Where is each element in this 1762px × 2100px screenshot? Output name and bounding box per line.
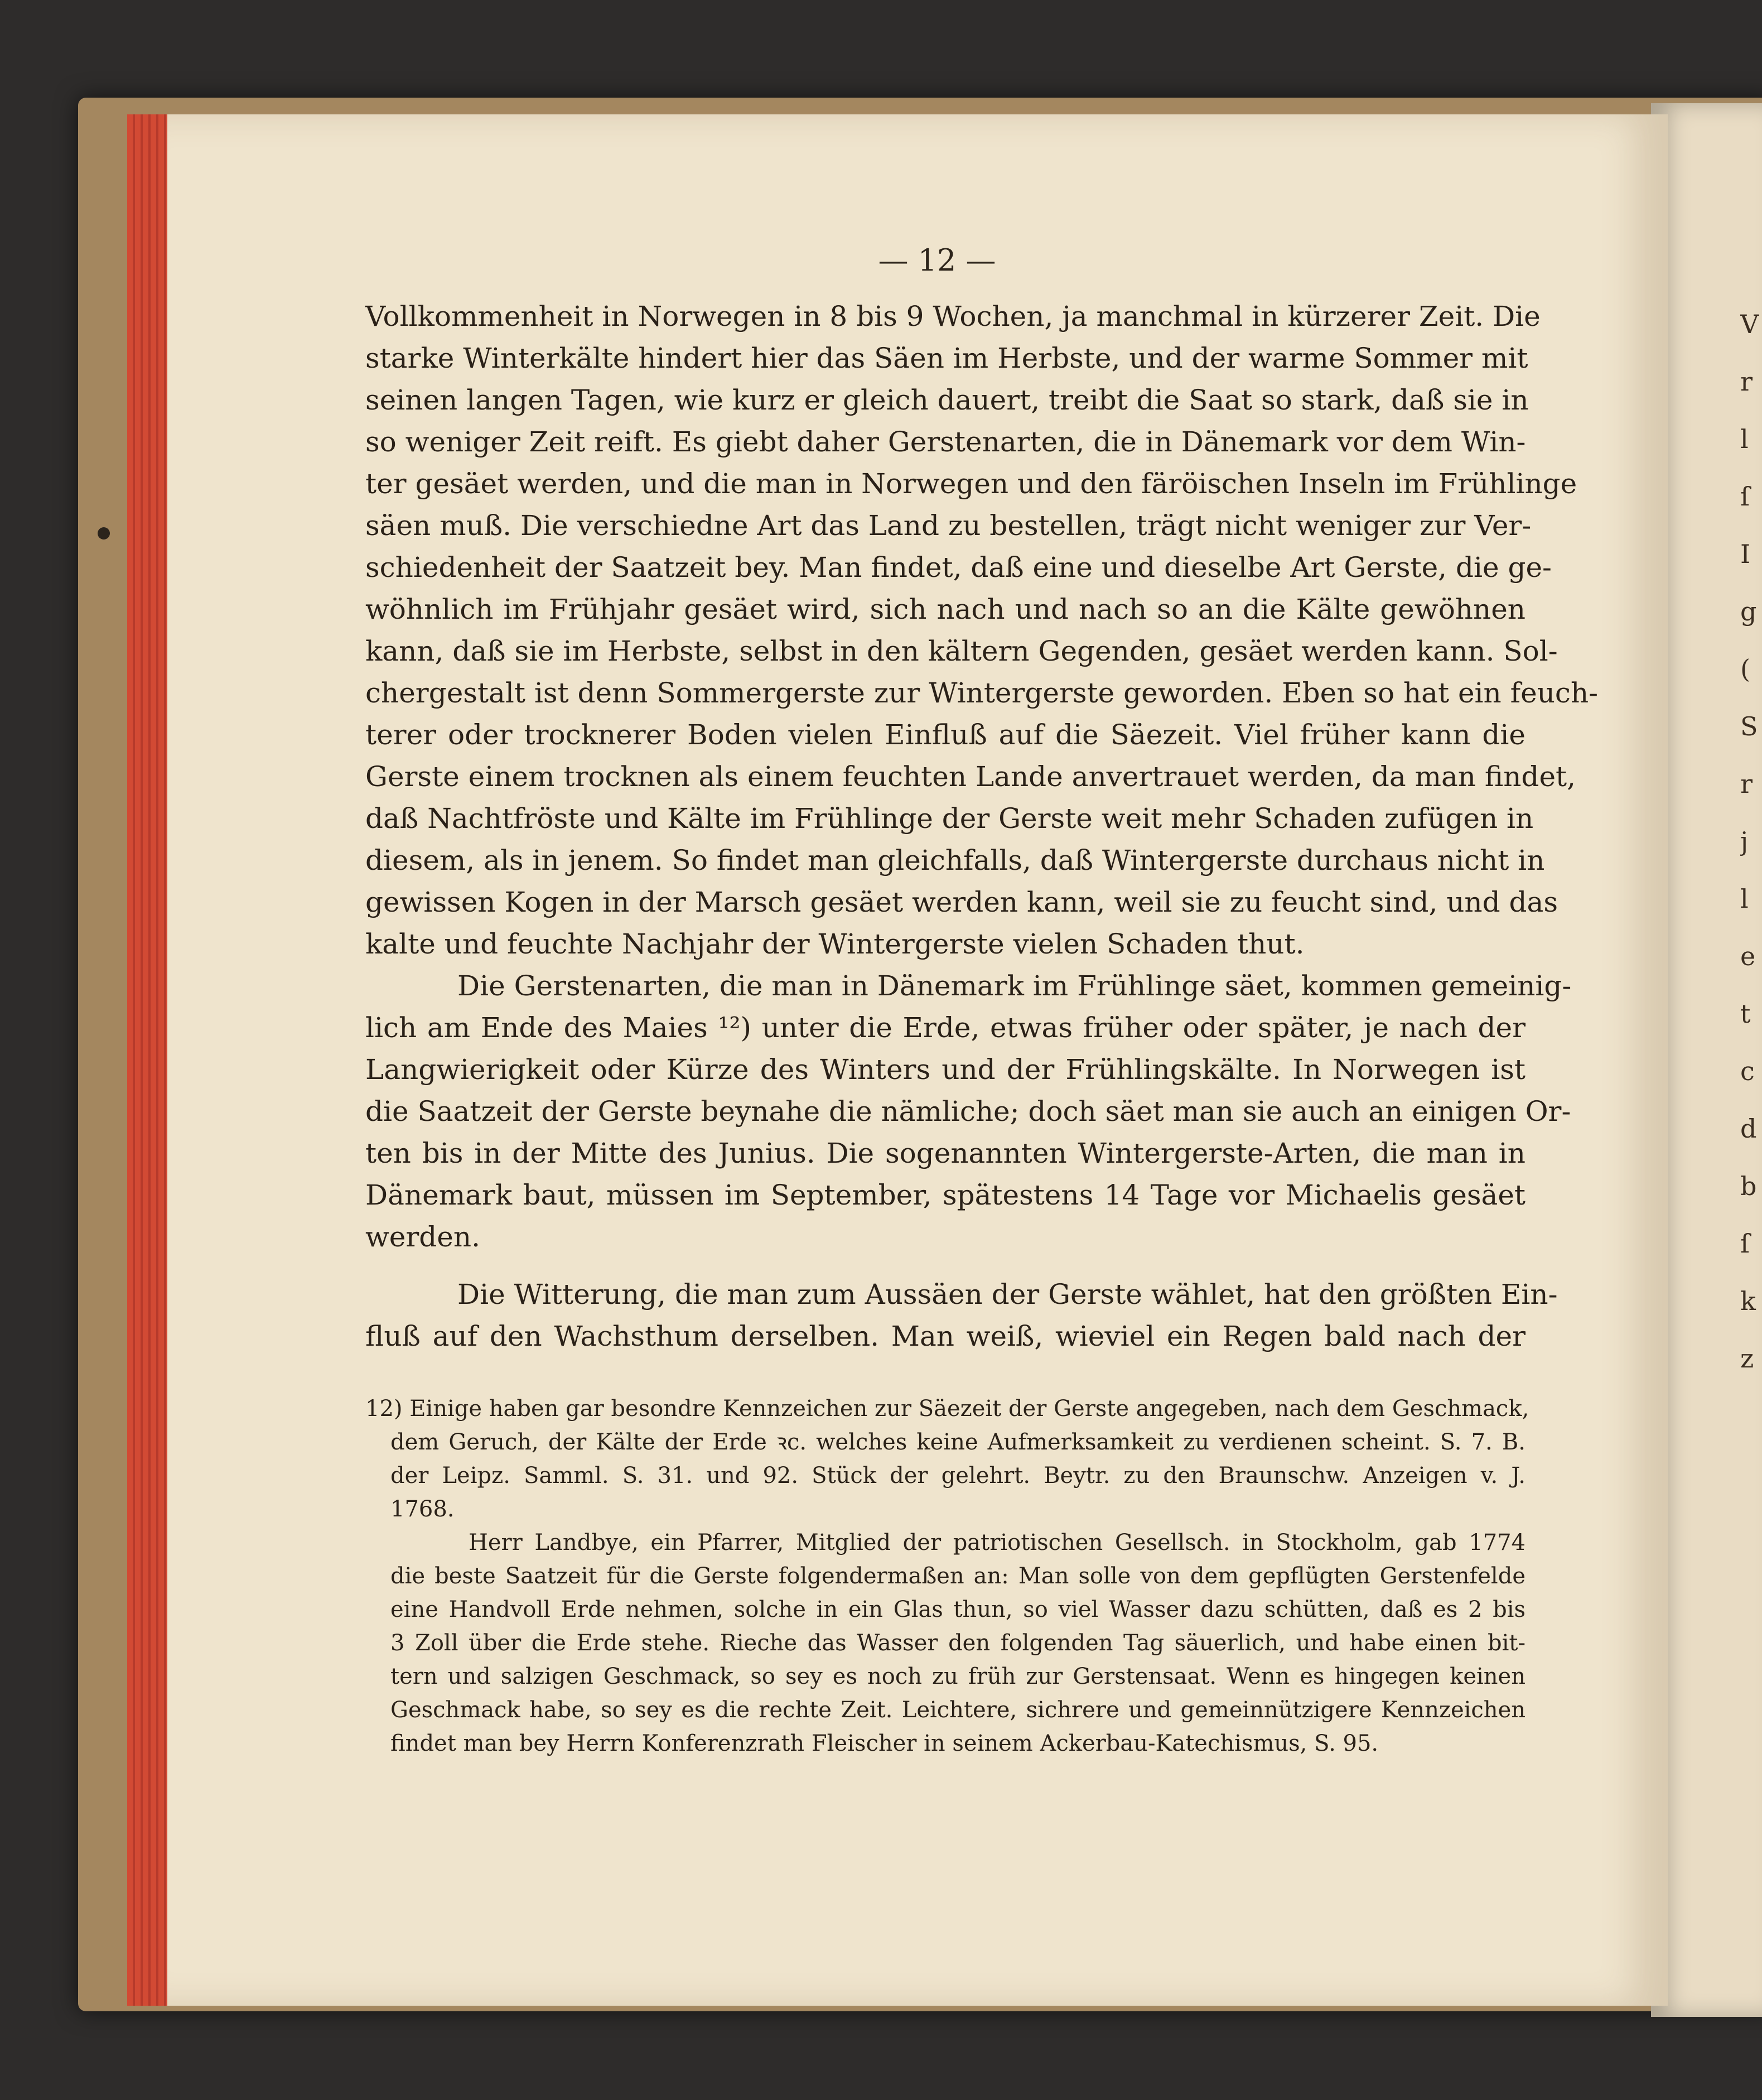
footnote-line: Geschmack habe, so sey es die rechte Zeit. Leichtere, sichrere und gemeinnützigere Kennzeichen	[390, 1697, 1526, 1723]
facing-page-letter: c	[1740, 1056, 1755, 1086]
facing-page-letter: S	[1740, 711, 1758, 741]
text-line: starke Winterkälte hindert hier das Säen im Herbste, und der warme Sommer mit	[365, 342, 1528, 374]
footnote-line: findet man bey Herrn Konferenzrath Fleischer in seinem Ackerbau-Katechismus, S. 95.	[390, 1731, 1379, 1756]
footnote-line: die beste Saatzeit für die Gerste folgendermaßen an: Man solle von dem gepflügten Gerstenfelde	[390, 1563, 1526, 1589]
text-line: terer oder trocknerer Boden vielen Einfluß auf die Säezeit. Viel früher kann die	[365, 719, 1526, 751]
facing-page-letter: g	[1740, 596, 1757, 627]
facing-page-letter: ſ	[1740, 481, 1750, 512]
footnote-12-continued	[390, 1526, 1526, 1760]
facing-page-letter: t	[1740, 999, 1751, 1029]
text-line: diesem, als in jenem. So findet man gleichfalls, daß Wintergerste durchaus nicht in	[365, 844, 1545, 876]
text-line: Die Gerstenarten, die man in Dänemark im Frühlinge säet, kommen gemeinig-	[457, 970, 1572, 1002]
facing-page-letter: k	[1740, 1286, 1756, 1316]
punch-hole	[98, 527, 110, 540]
facing-page-letter: V	[1740, 309, 1759, 339]
text-line: gewissen Kogen in der Marsch gesäet werden kann, weil sie zu feucht sind, und das	[365, 886, 1558, 918]
text-line: kalte und feuchte Nachjahr der Wintergerste vielen Schaden thut.	[365, 928, 1305, 960]
facing-page-edge-text	[1740, 296, 1762, 1388]
paragraph-2	[365, 965, 1572, 1258]
text-line: Vollkommenheit in Norwegen in 8 bis 9 Wochen, ja manchmal in kürzerer Zeit. Die	[365, 300, 1541, 333]
text-line: lich am Ende des Maies ¹²) unter die Erde, etwas früher oder später, je nach der	[365, 1012, 1526, 1044]
footnotes	[365, 1392, 1529, 1760]
text-line: Die Witterung, die man zum Aussäen der Gerste wählet, hat den größten Ein-	[457, 1278, 1558, 1311]
text-line: ter gesäet werden, und die man in Norwegen und den färöischen Inseln im Frühlinge	[365, 468, 1577, 500]
footnote-line: 12) Einige haben gar besondre Kennzeichen zur Säezeit der Gerste angegeben, nach dem Geschmack,	[365, 1396, 1529, 1422]
text-line: säen muß. Die verschiedne Art das Land zu bestellen, trägt nicht weniger zur Ver-	[365, 509, 1532, 542]
text-line: ten bis in der Mitte des Junius. Die sogenannten Wintergerste-Arten, die man in	[365, 1137, 1526, 1169]
facing-page-letter: z	[1740, 1343, 1754, 1374]
footnote-line: eine Handvoll Erde nehmen, solche in ein Glas thun, so viel Wasser dazu schütten, daß es 2 bis	[390, 1597, 1526, 1622]
text-line: Langwierigkeit oder Kürze des Winters und der Frühlingskälte. In Norwegen ist	[365, 1053, 1526, 1086]
paragraph-1	[365, 296, 1599, 965]
text-line: wöhnlich im Frühjahr gesäet wird, sich nach und nach so an die Kälte gewöhnen	[365, 593, 1526, 625]
text-line: daß Nachtfröste und Kälte im Frühlinge der Gerste weit mehr Schaden zufügen in	[365, 802, 1534, 835]
text-line: kann, daß sie im Herbste, selbst in den kältern Gegenden, gesäet werden kann. Sol-	[365, 635, 1558, 667]
facing-page-letter: ſ	[1740, 1229, 1750, 1259]
footnote-line: 3 Zoll über die Erde stehe. Rieche das Wasser den folgenden Tag säuerlich, und habe einen bit-	[390, 1630, 1526, 1656]
facing-page-letter: r	[1740, 367, 1753, 397]
text-line: seinen langen Tagen, wie kurz er gleich dauert, treibt die Saat so stark, daß sie in	[365, 384, 1529, 416]
footnote-line: 1768.	[390, 1496, 455, 1522]
footnote-line: tern und salzigen Geschmack, so sey es noch zu früh zur Gerstensaat. Wenn es hingegen keinen	[390, 1664, 1526, 1689]
facing-page-letter: r	[1740, 769, 1753, 799]
text-line: die Saatzeit der Gerste beynahe die nämliche; doch säet man sie auch an einigen Or-	[365, 1095, 1571, 1128]
footnote-12	[365, 1392, 1529, 1526]
text-line: werden.	[365, 1221, 480, 1253]
facing-page-letter: l	[1740, 884, 1749, 914]
main-text	[365, 296, 1599, 1357]
text-line: chergestalt ist denn Sommergerste zur Wintergerste geworden. Eben so hat ein feuch-	[365, 677, 1599, 709]
footnote-line: der Leipz. Samml. S. 31. und 92. Stück der gelehrt. Beytr. zu den Braunschw. Anzeigen v. J.	[390, 1463, 1526, 1489]
text-line: schiedenheit der Saatzeit bey. Man findet, daß eine und dieselbe Art Gerste, die ge-	[365, 551, 1552, 584]
facing-page-letter: b	[1740, 1171, 1757, 1201]
text-line: fluß auf den Wachsthum derselben. Man weiß, wieviel ein Regen bald nach der	[365, 1320, 1526, 1352]
facing-page-letter: e	[1740, 941, 1756, 971]
paragraph-3	[365, 1274, 1558, 1357]
page-number: — 12 —	[878, 243, 996, 278]
text-line: Dänemark baut, müssen im September, spätestens 14 Tage vor Michaelis gesäet	[365, 1179, 1526, 1211]
footnote-line: Herr Landbye, ein Pfarrer, Mitglied der patriotischen Gesellsch. in Stockholm, gab 1774	[469, 1530, 1526, 1555]
text-line: Gerste einem trocknen als einem feuchten Lande anvertrauet werden, da man findet,	[365, 760, 1576, 793]
facing-page-letter: l	[1740, 424, 1749, 454]
facing-page-letter: (	[1740, 654, 1750, 684]
footnote-line: dem Geruch, der Kälte der Erde ꝛc. welches keine Aufmerksamkeit zu verdienen scheint. S. 7. B.	[390, 1429, 1526, 1455]
facing-page-letter: j	[1740, 826, 1749, 856]
text-line: so weniger Zeit reift. Es giebt daher Gerstenarten, die in Dänemark vor dem Win-	[365, 426, 1526, 458]
facing-page-letter: d	[1740, 1114, 1757, 1144]
facing-page-letter: I	[1740, 539, 1751, 569]
